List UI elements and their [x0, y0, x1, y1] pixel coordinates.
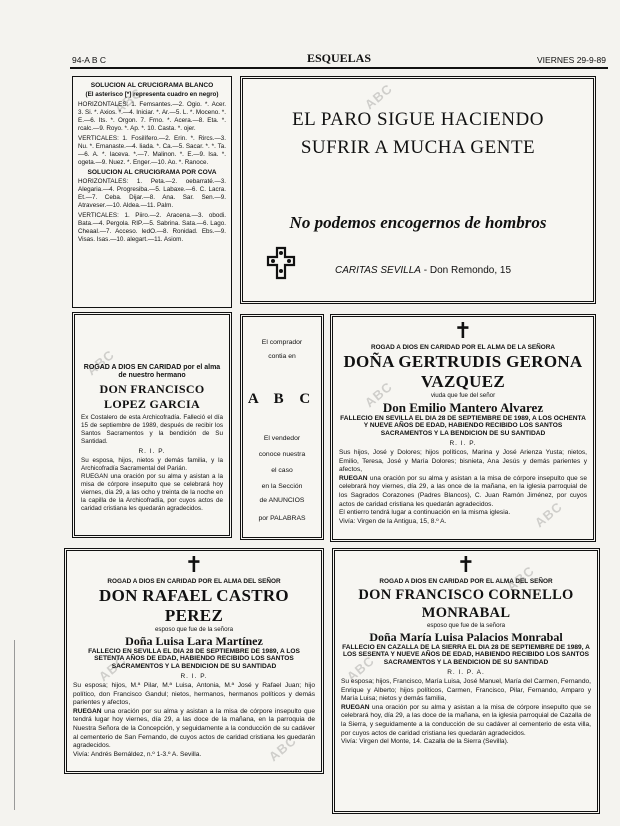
obit-announcement: ROGAD A DIOS EN CARIDAD POR EL ALMA DE LA SEÑORA — [370, 344, 556, 351]
obit-home: Vivía: Virgen del Monte, 14. Cazalla de la Sierra (Sevilla). — [341, 738, 509, 746]
obit-spouse: Doña María Luisa Palacios Monrabal — [369, 629, 563, 644]
vendor-line2: contia en — [268, 353, 296, 360]
obit-request-paragraph — [341, 704, 591, 738]
obit-name: DON FRANCISCO LOPEZ GARCIA — [99, 382, 205, 411]
ad-headline-line2: SUFRIR A MUCHA GENTE — [300, 137, 536, 158]
obit-announcement: ROGAD A DIOS EN CARIDAD POR EL ALMA DEL SEÑOR — [379, 578, 553, 585]
obit-home: Vivía: Virgen de la Antigua, 15, 8.º A. — [339, 517, 447, 525]
page-header — [72, 52, 606, 66]
ad-organization — [335, 265, 511, 276]
obit-death: FALLECIO EN SEVILLA EL DIA 28 DE SEPTIEMBRE DE 1989, A LOS OCHENTA Y NUEVE AÑOS DE EDAD, HABIENDO RECIBIDO LOS SANTOS SACRAMENTOS Y LA BENDICION DE SU SANTIDAD — [340, 414, 586, 438]
vendor-abc: A B C — [247, 391, 317, 407]
obit-body: Ex Costalero de esta Archicofradía. Falleció el día 15 de septiembre de 1989, después de recibir los Santos Sacramentos y la bendición de Su Santidad. — [81, 414, 223, 445]
obit-spouse: Doña Luisa Lara Martínez — [125, 633, 263, 648]
obit-request: una oración por su alma y asistan a la misa de córpore insepulto que tendrá lugar hoy viernes, día 29, a las doce de la mañana, en la parroquia de Nuestra Señora de la Concepción, y seguidamente a la conducción de su cadáver al cementerio de San Fernando, de cuyos actos de caridad cristiana les quedarán agradecidos. — [73, 707, 315, 750]
obit-family: Su esposa; hijos, Francisco, María Luisa, José Manuel, María del Carmen, Fernando, Enrique y Alberto; hijos políticos, Carmen, Francisco, Pilar, Fernando, Amparo y María Luisa; nietos y demás familia, — [341, 677, 591, 703]
obit-request: una oración por su alma y asistan a la misa de córpore insepulto que se celebrará hoy, día 29, a las doce de la mañana, en la iglesia parroquial de Cazalla de la Sierra, y seguidamente a la conducción de su cadáver al cementerio de esta villa, por cuyos actos de caridad cristiana les quedarán agradecidos. — [341, 703, 591, 737]
obit-request-lead: RUEGAN — [341, 703, 370, 711]
watermark: ABC — [503, 562, 538, 595]
margin-line — [14, 640, 15, 810]
obit-spouse-intro: esposo que fue de la señora — [426, 622, 506, 629]
obit-family: Su esposa, hijos, nietos y demás familia, y la Archicofradía Sacramental del Parián. — [81, 457, 223, 472]
obit-husband: Don Emilio Mantero Alvarez — [382, 399, 544, 415]
obit-announcement: ROGAD A DIOS EN CARIDAD por el alma de nuestro hermano — [83, 364, 221, 379]
watermark: ABC — [361, 378, 396, 411]
vendor-line4: conoce nuestra — [258, 451, 306, 458]
header-rule — [70, 67, 608, 69]
obit-request-lead: RUEGAN — [339, 474, 368, 482]
watermark: ABC — [531, 498, 566, 531]
obit-request: RUEGAN una oración por su alma y asistan a la misa de córpore insepulto que se celebrará hoy viernes, día 29, a las ocho y treinta de la noche en la capilla de la Archicofradía, por cuyos actos de caridad cristiana les quedarán agradecidos. — [81, 473, 223, 512]
obit-announcement: ROGAD A DIOS EN CARIDAD POR EL ALMA DEL SEÑOR — [107, 578, 281, 585]
vendor-line8: por PALABRAS — [258, 515, 306, 522]
vendor-line1: El comprador — [261, 339, 303, 346]
obit-family: Sus hijos, José y Dolores; hijos políticos, Marina y José Arienza Yusta; nietos, Emilio, Teresa, José y María Dolores; bisnieta, Ana Jesús y demás parientes y afectos, — [339, 448, 587, 474]
crossword-horizontales-1: HORIZONTALES: 1. Femsantes.—2. Ogio. *. Acer. 3. Si. *. Axios. *.—4. Iniciar. *. Ar.—5. L. *. Moceno. *. E.—6. Its. *. Orgon. 7. Frno. *. Acera.—8. Eta. *. rcalc.—9. Royo. *. Ap. *. 10. Casta. *. ojer. — [78, 101, 226, 132]
cross-icon: ✝ — [456, 553, 476, 578]
ad-headline-line1: EL PARO SIGUE HACIENDO — [292, 109, 544, 130]
obit-request-paragraph — [73, 708, 315, 751]
obituary-cornello-monrabal — [332, 548, 600, 814]
obituary-lopez-garcia — [72, 312, 232, 538]
obit-rip: R. I. P. — [138, 448, 166, 455]
watermark: ABC — [83, 346, 118, 379]
vendor-line5: el caso — [271, 467, 293, 474]
obit-home: Vivía: Andrés Bernáldez, n.º 1-3.º A. Sevilla. — [73, 750, 202, 758]
obit-death: FALLECIO EN SEVILLA EL DIA 28 DE SEPTIEMBRE DE 1989, A LOS SETENTA AÑOS DE EDAD, HABIENDO RECIBIDO LOS SANTOS SACRAMENTOS Y LA BENDICION DE SU SANTIDAD — [88, 647, 300, 671]
section-title: ESQUELAS — [306, 51, 372, 65]
page-number: 94-A B C — [72, 55, 107, 65]
org-name: CARITAS SEVILLA — [335, 265, 421, 276]
obit-name: DON RAFAEL CASTRO PEREZ — [99, 586, 289, 625]
obit-request: una oración por su alma y asistan a la misa de córpore insepulto que se celebrará hoy viernes, día 29, a las once de la mañana, en la iglesia parroquial de los Sagrados Corazones (Padres Blancos), C. Juan Ramón Jiménez, por cuyos actos de caridad cristiana les quedarán agradecidos. — [339, 474, 587, 508]
org-address: - Don Remondo, 15 — [420, 265, 512, 276]
classified-ad-notice — [240, 314, 324, 540]
watermark: ABC — [95, 652, 130, 685]
crossword-title-blanco: SOLUCION AL CRUCIGRAMA BLANCO — [90, 82, 214, 89]
cross-icon: ✝ — [184, 553, 204, 578]
vendor-line3: El vendedor — [263, 435, 301, 442]
obit-rip: R. I. P. A. — [447, 668, 485, 676]
obit-name-line2: VAZQUEZ — [421, 372, 505, 391]
ad-tagline: No podemos encogernos de hombros — [289, 213, 547, 232]
obit-rip: R. I. P. — [449, 439, 477, 447]
obit-name-line1: DOÑA GERTRUDIS GERONA — [343, 352, 583, 371]
obit-request-paragraph — [339, 475, 587, 509]
watermark: ABC — [361, 80, 396, 113]
vendor-line6: en la Sección — [261, 483, 303, 490]
crossword-solutions — [72, 76, 232, 308]
watermark: ABC — [265, 732, 300, 765]
obit-spouse-intro: esposo que fue de la señora — [154, 626, 234, 633]
obit-rip: R. I. P. — [180, 672, 208, 680]
crossword-verticales-1: VERTICALES: 1. Fosilífero.—2. Erin. *. Rircs.—3. Nu. *. Emanaste.—4. Iiada. *. Ca.—5. Sacar. *. *. Ta.—6. A. *. Iaceva. *.—7. Malinon. *. E.—9. Isa. *. ogeta.—9. Nuez. *. Enger.—10. Ao. *. Ranoce. — [78, 135, 226, 166]
crossword-horizontales-2: HORIZONTALES: 1. Peta.—2. oebarraté.—3. Alegaria.—4. Progresiba.—5. Labaxe.—6. C. Lacra. Et.—7. Ceba. Dijar.—8. Ana. Sar. Sen.—9. Atraveser.—10. Aldea.—11. Palm. — [78, 178, 226, 209]
obituary-gerona-vazquez — [330, 314, 596, 542]
crossword-title-cova: SOLUCION AL CRUCIGRAMA POR COVA — [87, 169, 217, 176]
crossword-note: (El asterisco [*] representa cuadro en negro) — [85, 91, 219, 98]
obit-widow-of: viuda que fue del señor — [430, 392, 496, 399]
vendor-line7: de ANUNCIOS — [259, 497, 305, 504]
crossword-verticales-2: VERTICALES: 1. Piiro.—2. Aracena.—3. obodi. Bata.—4. Pergola. RIP.—5. Sabrina. Sata.—6. Lago. Cheaal.—7. Acceso. ledO.—8. Ronidad. Ebs.—9. Visas. Isas.—10. alegart.—11. Asiom. — [78, 212, 226, 243]
obit-request-lead: RUEGAN — [73, 707, 102, 715]
watermark: ABC — [111, 84, 146, 117]
issue-date: VIERNES 29-9-89 — [537, 55, 606, 65]
caritas-advertisement — [240, 76, 596, 304]
caritas-cross-logo-icon — [263, 245, 299, 281]
obit-family: Su esposa; hijos, M.ª Pilar, M.ª Luisa, Antonia, M.ª José y Rafael Juan; hijo político, don Francisco Gandul; nietos, hermanos, hermanos políticos y demás parientes y afectos, — [73, 681, 315, 707]
obit-name: DON FRANCISCO CORNELLO MONRABAL — [358, 587, 574, 621]
watermark: ABC — [343, 652, 378, 685]
obit-death: FALLECIO EN CAZALLA DE LA SIERRA EL DIA 28 DE SEPTIEMBRE DE 1989, A LOS SESENTA Y NUEVE AÑOS DE EDAD, HABIENDO RECIBIDO LOS SANTOS SACRAMENTOS Y LA BENDICION DE SU SANTIDAD — [342, 643, 590, 667]
obituary-castro-perez — [64, 548, 324, 774]
cross-icon: ✝ — [453, 319, 473, 344]
obit-burial: El entierro tendrá lugar a continuación en la misma iglesia. — [339, 509, 511, 517]
